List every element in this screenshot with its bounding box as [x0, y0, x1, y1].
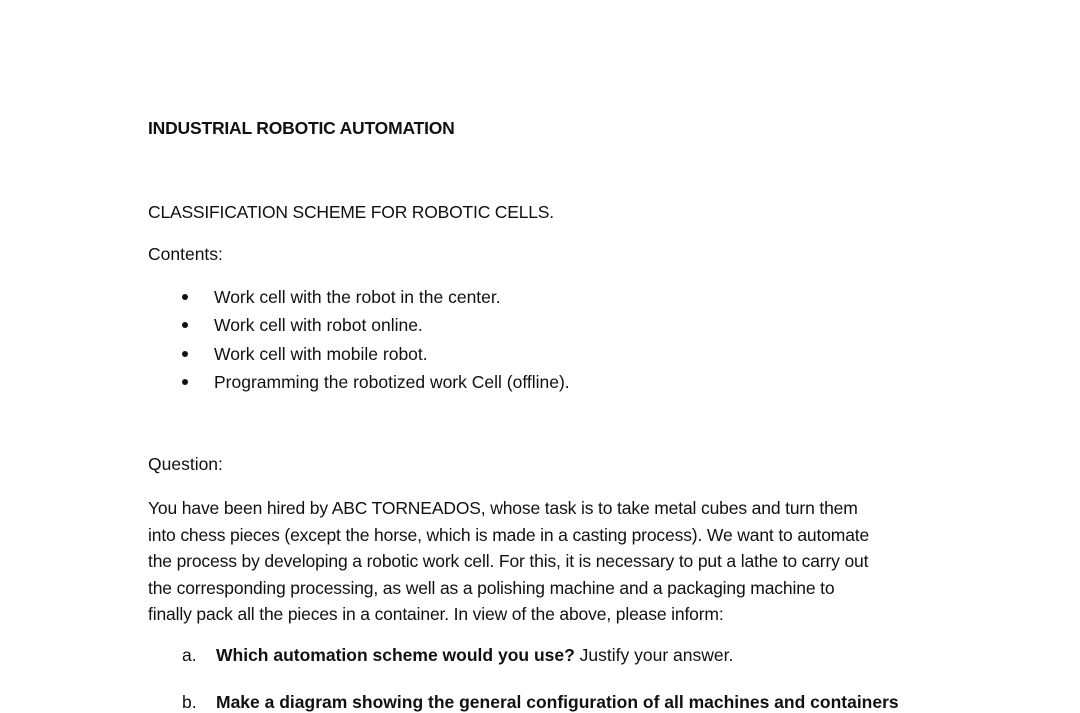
- list-item: [148, 314, 570, 342]
- list-item-text: Work cell with the robot in the center.: [214, 287, 501, 307]
- item-text: Justify your answer.: [574, 645, 734, 665]
- paragraph-line: the process by developing a robotic work cell. For this, it is necessary to put a lathe to carry out: [148, 551, 869, 571]
- paragraph-line: finally pack all the pieces in a container. In view of the above, please inform:: [148, 604, 724, 624]
- list-item: [148, 343, 570, 371]
- item-bold-text: Which automation scheme would you use?: [216, 645, 575, 665]
- contents-label: Contents:: [148, 244, 223, 264]
- list-item-text: Work cell with robot online.: [214, 315, 423, 336]
- list-item: [148, 286, 570, 314]
- task-item-a: [148, 645, 733, 666]
- item-marker: b.: [182, 692, 197, 712]
- item-bold-text: Make a diagram showing the general configuration of all machines and containers: [216, 692, 899, 712]
- paragraph-line: into chess pieces (except the horse, which is made in a casting process). We want to automate: [148, 524, 870, 545]
- item-marker: a.: [182, 645, 197, 665]
- question-label: Question:: [148, 454, 223, 474]
- paragraph-line: You have been hired by ABC TORNEADOS, whose task is to take metal cubes and turn them: [148, 498, 858, 518]
- bullet-icon: [182, 294, 188, 300]
- list-item-text: Programming the robotized work Cell (offline).: [214, 371, 570, 392]
- question-paragraph: [148, 495, 948, 628]
- list-item-text: Work cell with mobile robot.: [214, 343, 428, 364]
- document-title: INDUSTRIAL ROBOTIC AUTOMATION: [148, 118, 455, 138]
- bullet-icon: [182, 379, 188, 385]
- paragraph-line: the corresponding processing, as well as a polishing machine and a packaging machine to: [148, 577, 835, 598]
- bullet-icon: [182, 351, 188, 357]
- contents-list: [148, 286, 570, 399]
- bullet-icon: [182, 322, 188, 328]
- document-subtitle: CLASSIFICATION SCHEME FOR ROBOTIC CELLS.: [148, 202, 554, 222]
- list-item: [148, 371, 570, 399]
- task-item-b: [148, 692, 899, 713]
